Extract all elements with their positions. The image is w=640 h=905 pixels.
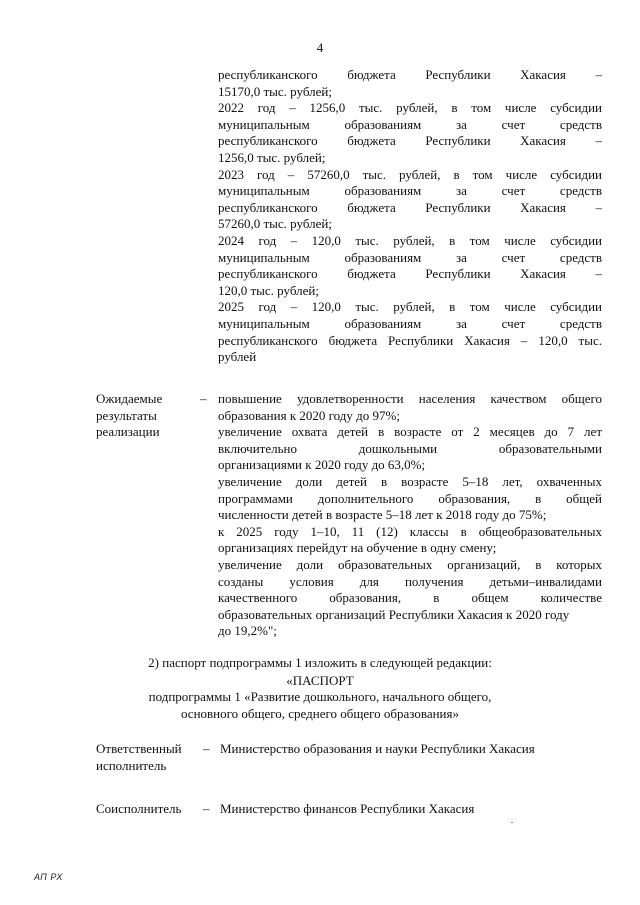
funding-line: 2024 год – 120,0 тыс. рублей, в том числе субсидии bbox=[218, 232, 602, 248]
coexecutor-label bbox=[96, 801, 196, 818]
funding-line: 2022 год – 1256,0 тыс. рублей, в том числе субсидии bbox=[218, 100, 602, 116]
responsible-value: Министерство образования и науки Республики Хакасия bbox=[220, 741, 535, 756]
label-line: Ответственный bbox=[96, 741, 182, 756]
subtitle-line: подпрограммы 1 «Развитие дошкольного, начального общего, bbox=[148, 689, 492, 704]
expected-results-block bbox=[218, 391, 602, 640]
results-dash: – bbox=[200, 391, 207, 406]
funding-line: 57260,0 тыс. рублей; bbox=[218, 216, 332, 232]
scan-speck bbox=[511, 822, 513, 823]
funding-line: 1256,0 тыс. рублей; bbox=[218, 149, 326, 165]
result-line: увеличение доли детей в возрасте 5–18 лет, охваченных bbox=[218, 473, 602, 489]
result-line: организациях перейдут на обучение в одну смену; bbox=[218, 540, 497, 556]
result-line: созданы условия для получения детьми–инвалидами bbox=[218, 573, 602, 589]
footer-mark: АП РХ bbox=[34, 872, 63, 882]
page-number: 4 bbox=[316, 40, 324, 55]
funding-line: 120,0 тыс. рублей; bbox=[218, 282, 319, 298]
result-line: организациями к 2020 году до 63,0%; bbox=[218, 457, 426, 473]
result-line: к 2025 году 1–10, 11 (12) классы в общеобразовательных bbox=[218, 523, 602, 539]
funding-line: республиканского бюджета Республики Хакасия – 120,0 тыс. bbox=[218, 332, 602, 348]
funding-line: республиканского бюджета Республики Хакасия – bbox=[218, 133, 602, 149]
funding-line: 2023 год – 57260,0 тыс. рублей, в том числе субсидии bbox=[218, 166, 602, 182]
label-line: Ожидаемые bbox=[96, 391, 163, 406]
funding-line: 15170,0 тыс. рублей; bbox=[218, 83, 332, 99]
funding-line: республиканского бюджета Республики Хакасия – bbox=[218, 67, 602, 82]
funding-line: рублей bbox=[218, 349, 257, 365]
amendment-text: 2) паспорт подпрограммы 1 изложить в следующей редакции: bbox=[148, 655, 492, 670]
funding-line: муниципальным образованиям за счет средств bbox=[218, 315, 602, 331]
result-line: до 19,2%"; bbox=[218, 623, 277, 639]
result-line: увеличение охвата детей в возрасте от 2 месяцев до 7 лет bbox=[218, 424, 602, 440]
responsible-dash: – bbox=[203, 741, 210, 756]
result-line: образовательных организаций Республики Хакасия к 2020 году bbox=[218, 606, 570, 622]
funding-line: 2025 год – 120,0 тыс. рублей, в том числе субсидии bbox=[218, 299, 602, 315]
result-line: программами дополнительного образования, в общей bbox=[218, 490, 602, 506]
label-line: исполнитель bbox=[96, 757, 167, 773]
passport-subtitle bbox=[0, 689, 640, 722]
subtitle-line: основного общего, среднего общего образования» bbox=[180, 705, 459, 721]
result-line: численности детей в возрасте 5–18 лет к 2018 году до 75%; bbox=[218, 507, 547, 523]
result-line: образования к 2020 году до 97%; bbox=[218, 407, 400, 423]
label-line: результаты bbox=[96, 407, 157, 423]
result-line: включительно дошкольными образовательными bbox=[218, 440, 602, 456]
result-line: увеличение доли образовательных организаций, в которых bbox=[218, 556, 602, 572]
result-line: повышение удовлетворенности населения качеством общего bbox=[218, 391, 602, 406]
responsible-label bbox=[96, 741, 196, 774]
expected-results-label bbox=[96, 391, 196, 441]
label-line: Соисполнитель bbox=[96, 801, 182, 816]
result-line: качественного образования, в общем количестве bbox=[218, 590, 602, 606]
passport-title: «ПАСПОРТ bbox=[286, 673, 354, 688]
funding-line: муниципальным образованиям за счет средств bbox=[218, 183, 602, 199]
funding-line: республиканского бюджета Республики Хакасия – bbox=[218, 199, 602, 215]
coexecutor-value: Министерство финансов Республики Хакасия bbox=[220, 801, 475, 816]
funding-line: республиканского бюджета Республики Хакасия – bbox=[218, 266, 602, 282]
label-line: реализации bbox=[96, 424, 160, 440]
funding-line: муниципальным образованиям за счет средств bbox=[218, 116, 602, 132]
funding-line: муниципальным образованиям за счет средств bbox=[218, 249, 602, 265]
funding-block bbox=[218, 67, 602, 366]
coexecutor-dash: – bbox=[203, 801, 210, 816]
